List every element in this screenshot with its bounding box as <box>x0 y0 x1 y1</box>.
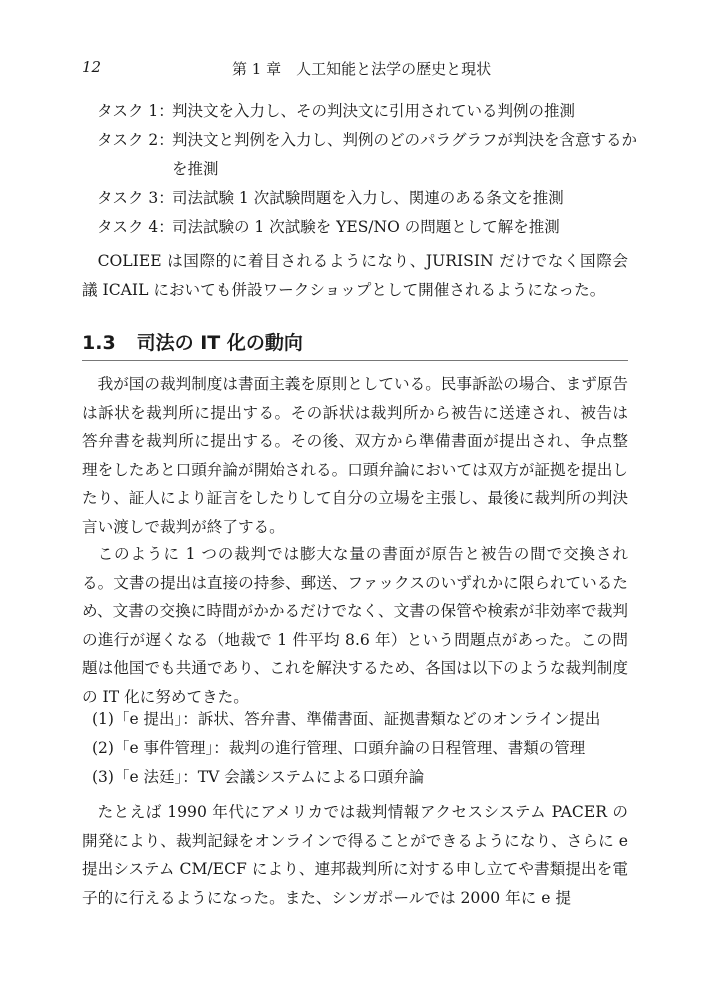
task-label: タスク 4： <box>97 218 174 236</box>
task-item <box>97 97 637 126</box>
section-title: 司法の IT 化の動向 <box>136 332 303 354</box>
task-item <box>97 184 637 213</box>
body-paragraph: このように 1 つの裁判では膨大な量の書面が原告と被告の間で交換される。文書の提出は直接の持参、郵送、ファックスのいずれかに限られているため、文書の交換に時間がかかるだけでなく、文書の保管や検索が非効率で裁判の進行が遅くなる（地裁で 1 件平均 8.6 年）という問題点があった。この問題は他国でも共通であり、これを解決するため、各国は以下のような裁判制度の IT 化に努めてきた。 <box>82 545 628 706</box>
page-header <box>82 58 623 82</box>
page-number: 12 <box>82 58 102 76</box>
body-paragraph: 我が国の裁判制度は書面主義を原則としている。民事訴訟の場合、まず原告は訴状を裁判所に提出する。その訴状は裁判所から被告に送達され、被告は答弁書を裁判所に提出する。その後、双方から準備書面が提出され、争点整理をしたあと口頭弁論が開始される。口頭弁論においては双方が証拠を提出したり、証人により証言をしたりして自分の立場を主張し、最後に裁判所の判決言い渡しで裁判が終了する。 <box>82 375 628 536</box>
coliee-paragraph: COLIEE は国際的に着目されるようになり、JURISIN だけでなく国際会議 ICAIL においても併設ワークショップとして開催されるようになった。 <box>82 252 628 299</box>
task-label: タスク 3： <box>97 189 174 207</box>
it-measures-list <box>92 705 628 792</box>
section-number: 1.3 <box>82 332 116 354</box>
task-item <box>97 126 637 184</box>
task-text: 司法試験 1 次試験問題を入力し、関連のある条文を推測 <box>172 189 564 207</box>
task-list <box>97 97 637 242</box>
task-label: タスク 2： <box>97 131 174 149</box>
task-text: 司法試験の 1 次試験を YES/NO の問題として解を推測 <box>172 218 560 236</box>
section-heading <box>82 330 628 361</box>
list-item: (3)「e 法廷」：TV 会議システムによる口頭弁論 <box>92 768 425 786</box>
running-head: 第 1 章 人工知能と法学の歴史と現状 <box>232 60 492 78</box>
task-text: 判決文と判例を入力し、判例のどのパラグラフが判決を含意するかを推測 <box>172 131 638 178</box>
task-text: 判決文を入力し、その判決文に引用されている判例の推測 <box>172 102 576 120</box>
task-label: タスク 1： <box>97 102 174 120</box>
task-item <box>97 213 637 242</box>
list-item: (2)「e 事件管理」：裁判の進行管理、口頭弁論の日程管理、書類の管理 <box>92 739 586 757</box>
list-item: (1)「e 提出」：訴状、答弁書、準備書面、証拠書類などのオンライン提出 <box>92 710 601 728</box>
body-paragraph: たとえば 1990 年代にアメリカでは裁判情報アクセスシステム PACER の開発により、裁判記録をオンラインで得ることができるようになり、さらに e 提出システム CM/ECF により、連邦裁判所に対する申し立てや書類提出を電子的に行えるようになった。また、シンガポールでは 2000 年に e 提 <box>82 803 628 907</box>
